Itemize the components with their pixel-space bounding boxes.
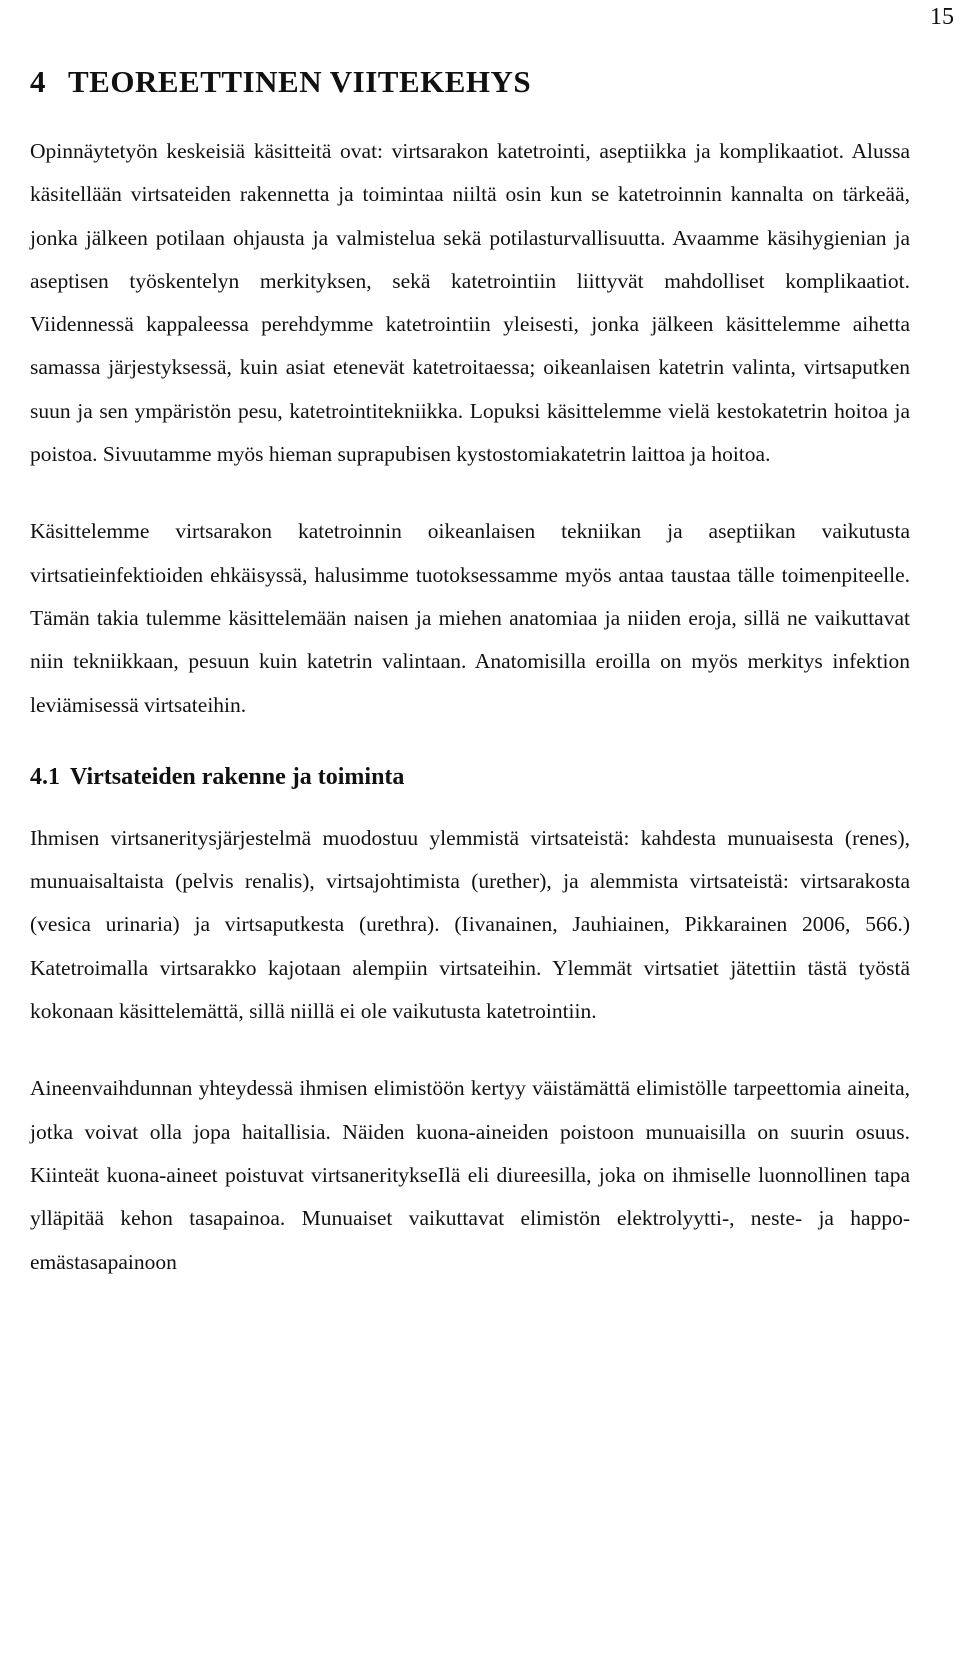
page-number: 15 [930,4,954,30]
paragraph-section-2: Aineenvaihdunnan yhteydessä ihmisen elimistöön kertyy väistämättä elimistölle tarpeettomia aineita, jotka voivat olla jopa haitallisia. Näiden kuona-aineiden poistoon munuaisilla on suurin osuus. Kiinteät kuona-aineet poistuvat virtsaneritykseIlä eli diureesilla, joka on ihmiselle luonnollinen tapa ylläpitää kehon tasapainoa. Munuaiset vaikuttavat elimistön elektrolyytti-, neste- ja happo-emästasapainoon [30,1076,910,1274]
chapter-heading [30,60,910,104]
document-body [30,60,910,1284]
section-number: 4.1 [30,763,60,790]
chapter-number: 4 [30,64,46,99]
paragraph-section-1: Ihmisen virtsaneritysjärjestelmä muodostuu ylemmistä virtsateistä: kahdesta munuaisesta (renes), munuaisaltaista (pelvis renalis), virtsajohtimista (urether), ja alemmista virtsateistä: virtsarakosta (vesica urinaria) ja virtsaputkesta (urethra). (Iivanainen, Jauhiainen, Pikkarainen 2006, 566.) Katetroimalla virtsarakko kajotaan alempiin virtsateihin. Ylemmät virtsatiet jätettiin tästä työstä kokonaan käsittelemättä, sillä niillä ei ole vaikutusta katetrointiin. [30,825,910,1024]
chapter-title: TEOREETTINEN VIITEKEHYS [68,64,532,99]
paragraph-intro-2: Käsittelemme virtsarakon katetroinnin oikeanlaisen tekniikan ja aseptiikan vaikutusta virtsatieinfektioiden ehkäisyssä, halusimme tuotoksessamme myös antaa taustaa tälle toimenpiteelle. Tämän takia tulemme käsittelemään naisen ja miehen anatomiaa ja niiden eroja, sillä ne vaikuttavat niin tekniikkaan, pesuun kuin katetrin valintaan. Anatomisilla eroilla on myös merkitys infektion leviämisessä virtsateihin. [30,519,910,717]
section-heading [30,761,910,793]
section-title: Virtsateiden rakenne ja toiminta [70,763,405,790]
paragraph-intro-1: Opinnäytetyön keskeisiä käsitteitä ovat: virtsarakon katetrointi, aseptiikka ja komplikaatiot. Alussa käsitellään virtsateiden rakennetta ja toimintaa niiltä osin kun se katetroinnin kannalta on tärkeää, jonka jälkeen potilaan ohjausta ja valmistelua sekä potilasturvallisuutta. Avaamme käsihygienian ja aseptisen työskentelyn merkityksen, sekä katetrointiin liittyvät mahdolliset komplikaatiot. Viidennessä kappaleessa perehdymme katetrointiin yleisesti, jonka jälkeen käsittelemme aihetta samassa järjestyksessä, kuin asiat etenevät katetroitaessa; oikeanlaisen katetrin valinta, virtsaputken suun ja sen ympäristön pesu, katetrointitekniikka. Lopuksi käsittelemme vielä kestokatetrin hoitoa ja poistoa. Sivuutamme myös hieman suprapubisen kystostomiakatetrin laittoa ja hoitoa. [30,139,910,467]
